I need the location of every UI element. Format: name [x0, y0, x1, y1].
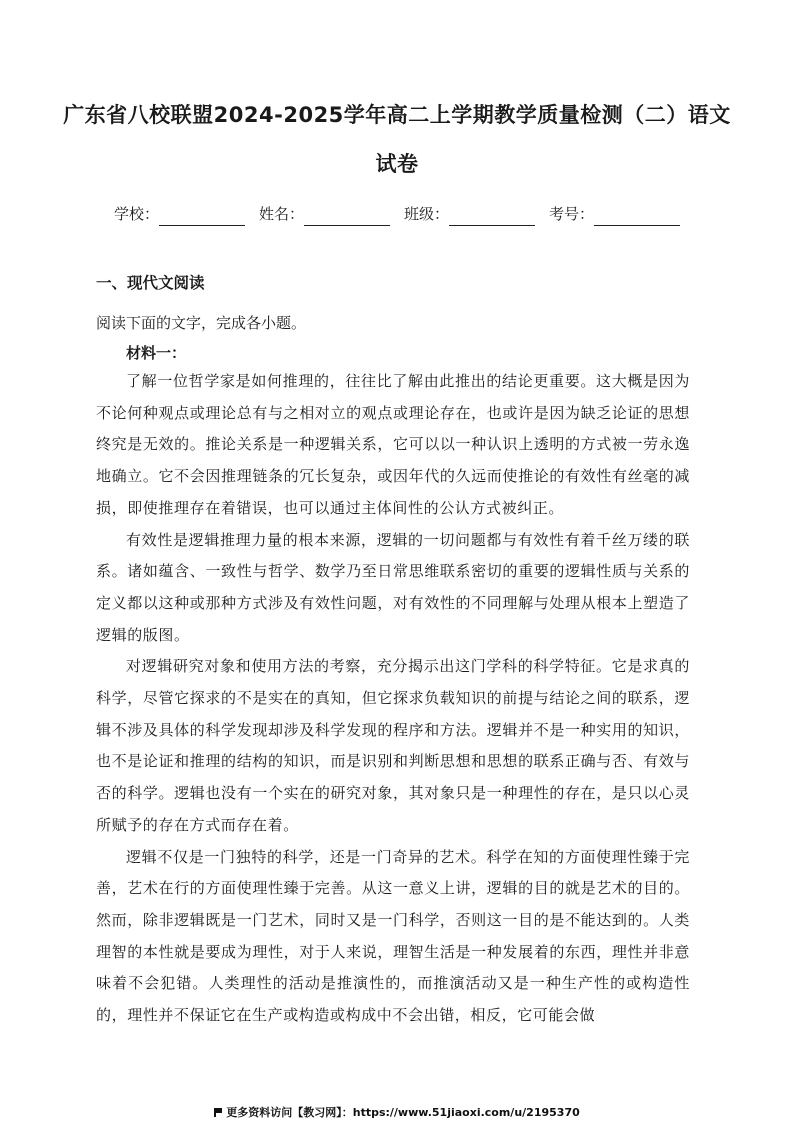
exam-title-line2: 试卷: [375, 152, 419, 176]
exam-title-line1: 广东省八校联盟2024-2025学年高二上学期教学质量检测（二）语文: [63, 103, 731, 127]
exam-number-label: 考号：: [549, 205, 595, 223]
paragraph: 逻辑不仅是一门独特的科学，还是一门奇异的艺术。科学在知的方面使理性臻于完善，艺术在行的方面使理性臻于完善。从这一意义上讲，逻辑的目的就是艺术的目的。然而，除非逻辑既是一门艺术，同时又是一门科学，否则这一目的是不能达到的。人类理智的本性就是要成为理性，对于人来说，理智生活是一种发展着的东西，理性并非意味着不会犯错。人类理性的活动是推演性的，而推演活动又是一种生产性的或构造性的，理性并不保证它在生产或构造或构成中不会出错，相反，它可能会做: [96, 847, 690, 1025]
paragraph: 有效性是逻辑推理力量的根本来源，逻辑的一切问题都与有效性有着千丝万缕的联系。诸如蕴含、一致性与哲学、数学乃至日常思维联系密切的重要的逻辑性质与关系的定义都以这种或那种方式涉及有效性问题，对有效性的不同理解与处理从根本上塑造了逻辑的版图。: [96, 530, 690, 644]
name-blank: [304, 207, 390, 226]
school-field: [114, 202, 245, 226]
footer: [0, 1104, 794, 1120]
paragraph: 对逻辑研究对象和使用方法的考察，充分揭示出这门学科的科学特征。它是求真的科学，尽管它探求的不是实在的真知，但它探求负载知识的前提与结论之间的联系，逻辑不涉及具体的科学发现却涉及科学发现的程序和方法。逻辑并不是一种实用的知识，也不是论证和推理的结构的知识，而是识别和判断思想和思想的联系正确与否、有效与否的科学。逻辑也没有一个实在的研究对象，其对象只是一种理性的存在，是只以心灵所赋予的存在方式而存在着。: [96, 657, 690, 834]
class-field: [404, 202, 535, 226]
student-info-row: [60, 202, 734, 226]
class-blank: [449, 207, 535, 226]
school-label: 学校：: [113, 205, 159, 223]
class-label: 班级：: [404, 205, 450, 223]
footer-link[interactable]: 更多资料访问【教习网】：https://www.51jiaoxi.com/u/2195370: [226, 1106, 580, 1119]
exam-number-blank: [594, 207, 680, 226]
reading-instruction: 阅读下面的文字，完成各小题。: [96, 314, 307, 332]
material-body: [96, 366, 690, 1032]
name-label: 姓名：: [258, 205, 304, 223]
exam-number-field: [549, 202, 680, 226]
paragraph: 了解一位哲学家是如何推理的，往往比了解由此推出的结论更重要。这大概是因为不论何种观点或理论总有与之相对立的观点或理论存在，也或许是因为缺乏论证的思想终究是无效的。推论关系是一种逻辑关系，它可以以一种认识上透明的方式被一劳永逸地确立。它不会因推理链条的冗长复杂，或因年代的久远而使推论的有效性有丝毫的减损，即使推理存在着错误，也可以通过主体间性的公认方式被纠正。: [96, 372, 690, 517]
section-heading: 一、现代文阅读: [96, 274, 205, 292]
name-field: [259, 202, 390, 226]
material-label: 材料一：: [126, 344, 187, 362]
flag-icon: [214, 1108, 222, 1117]
school-blank: [159, 207, 245, 226]
